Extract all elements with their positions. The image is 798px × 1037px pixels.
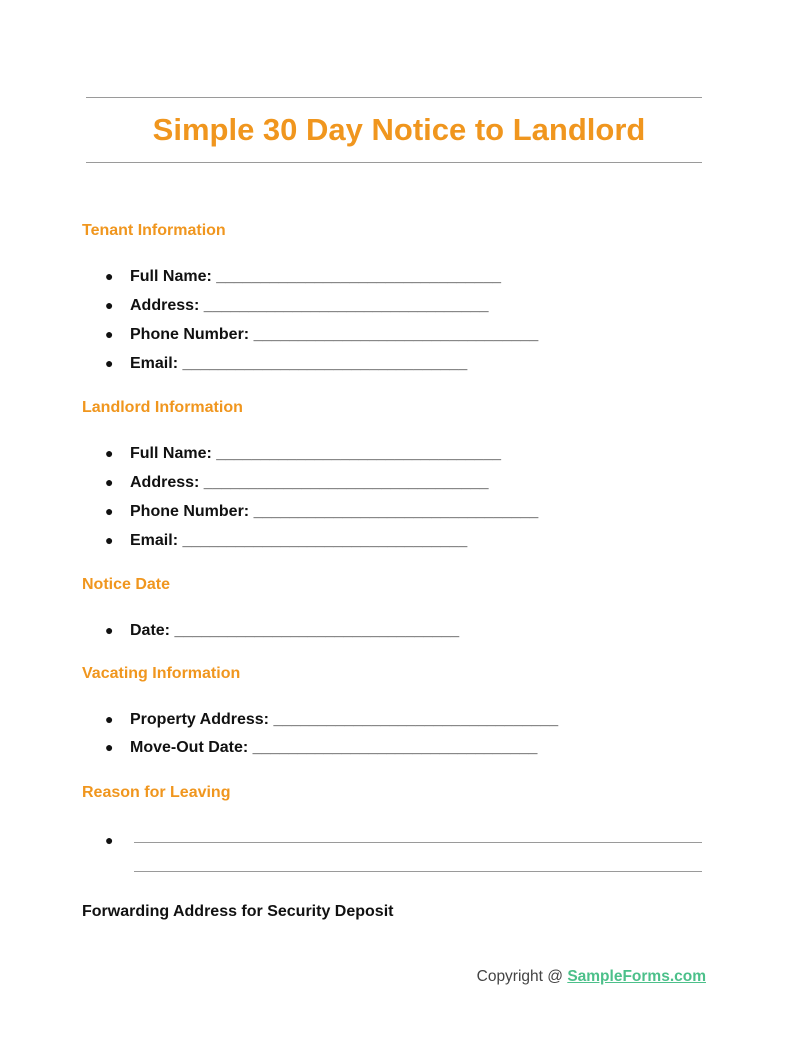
reason-write-line-1 bbox=[134, 842, 702, 843]
bullet-icon: ● bbox=[105, 355, 114, 371]
notice-date-heading: Notice Date bbox=[82, 576, 171, 593]
bullet-icon: ● bbox=[105, 832, 114, 848]
bullet-icon: ● bbox=[105, 711, 114, 727]
landlord-email-field bbox=[105, 530, 467, 551]
copyright-footer bbox=[477, 967, 706, 987]
field-label: Full Name: ________________________________ bbox=[130, 268, 501, 285]
field-label: Phone Number: ________________________________ bbox=[130, 326, 539, 343]
bullet-icon: ● bbox=[105, 622, 114, 638]
title-top-rule bbox=[86, 97, 702, 98]
page-title: Simple 30 Day Notice to Landlord bbox=[152, 112, 646, 147]
field-label: Address: ________________________________ bbox=[130, 474, 489, 491]
bullet-icon: ● bbox=[105, 297, 114, 313]
bullet-icon: ● bbox=[105, 268, 114, 284]
landlord-full-name-field bbox=[105, 443, 501, 464]
bullet-icon: ● bbox=[105, 503, 114, 519]
property-address-field bbox=[105, 709, 558, 730]
bullet-icon: ● bbox=[105, 474, 114, 490]
bullet-icon: ● bbox=[105, 739, 114, 755]
tenant-full-name-field bbox=[105, 266, 501, 287]
tenant-information-heading: Tenant Information bbox=[82, 222, 226, 239]
landlord-information-heading: Landlord Information bbox=[82, 399, 243, 416]
field-label: Email: ________________________________ bbox=[130, 355, 468, 372]
field-label: Address: ________________________________ bbox=[130, 297, 489, 314]
field-label: Date: ________________________________ bbox=[130, 622, 460, 639]
field-label: Phone Number: ________________________________ bbox=[130, 503, 539, 520]
copyright-prefix: Copyright @ bbox=[476, 968, 568, 985]
field-label: Full Name: ________________________________ bbox=[130, 445, 501, 462]
field-label: Move-Out Date: ________________________________ bbox=[130, 739, 538, 756]
title-bottom-rule bbox=[86, 162, 702, 163]
bullet-icon: ● bbox=[105, 532, 114, 548]
vacating-information-heading: Vacating Information bbox=[82, 665, 241, 682]
landlord-address-field bbox=[105, 472, 489, 493]
tenant-phone-field bbox=[105, 324, 538, 345]
bullet-icon: ● bbox=[105, 445, 114, 461]
bullet-icon: ● bbox=[105, 326, 114, 342]
tenant-address-field bbox=[105, 295, 489, 316]
tenant-email-field bbox=[105, 353, 467, 374]
forwarding-address-heading: Forwarding Address for Security Deposit bbox=[82, 903, 394, 920]
notice-date-field bbox=[105, 620, 459, 641]
sampleforms-link[interactable]: SampleForms.com bbox=[567, 968, 706, 985]
landlord-phone-field bbox=[105, 501, 538, 522]
field-label: Property Address: ________________________________ bbox=[130, 711, 559, 728]
move-out-date-field bbox=[105, 737, 537, 758]
field-label: Email: ________________________________ bbox=[130, 532, 468, 549]
reason-write-line-2 bbox=[134, 871, 702, 872]
reason-for-leaving-heading: Reason for Leaving bbox=[82, 784, 231, 801]
